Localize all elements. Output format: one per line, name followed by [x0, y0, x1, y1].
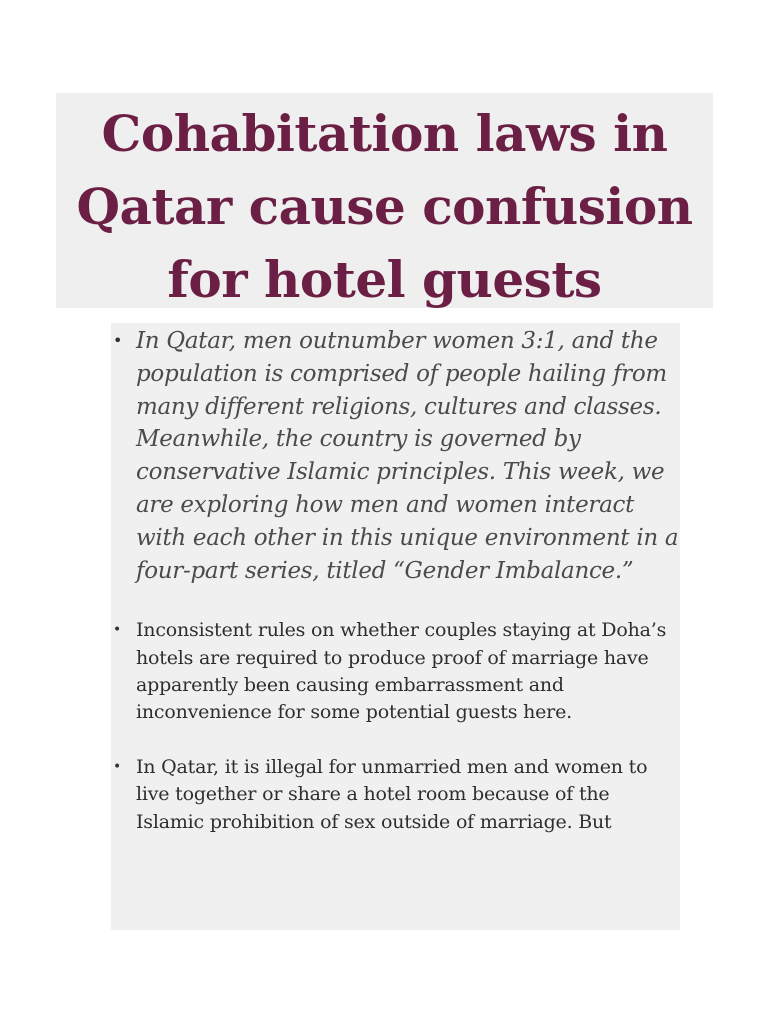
- bullet-list: [111, 323, 680, 836]
- body-paragraph: Inconsistent rules on whether couples staying at Doha’s hotels are required to produce proof of marriage have apparently been causing embarrassment and inconvenience for some potential guests here.: [136, 619, 667, 723]
- bullet-marker: •: [113, 331, 123, 350]
- lead-paragraph: In Qatar, men outnumber women 3:1, and the population is comprised of people hailing from many different religions, cultures and classes. Meanwhile, the country is governed by conservative Islamic principles. This week, we are exploring how men and women interact with each other in this unique environment in a four-part series, titled “Gender Imbalance.”: [136, 328, 679, 584]
- article-title: Cohabitation laws in Qatar cause confusion for hotel guests: [76, 104, 693, 309]
- bullet-item: [111, 617, 680, 726]
- lead-bullet-item: [111, 323, 680, 587]
- bullet-item: [111, 754, 680, 836]
- body-paragraph: In Qatar, it is illegal for unmarried men and women to live together or share a hotel room because of the Islamic prohibition of sex outside of marriage. But: [136, 756, 648, 833]
- title-panel: [56, 93, 713, 308]
- bullet-marker: •: [113, 622, 122, 639]
- bullet-marker: •: [113, 759, 122, 776]
- article-body-panel: [111, 323, 680, 930]
